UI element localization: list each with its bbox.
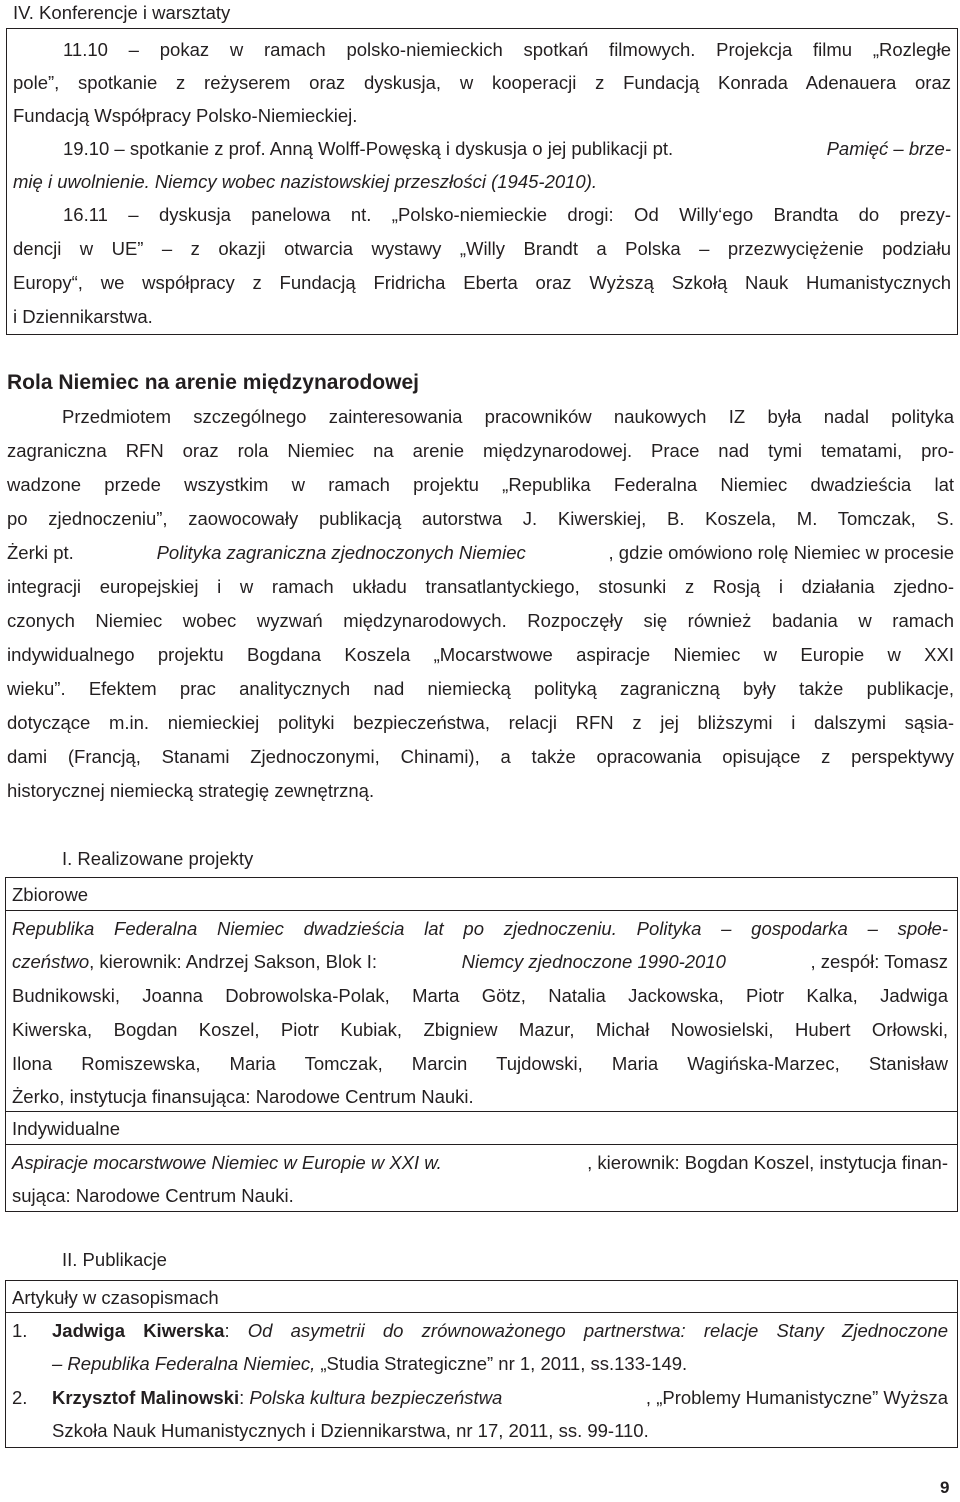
article-book-title: Polityka zagraniczna zjednoczonych Niemiec — [156, 542, 526, 563]
pub-1-line-1: Jadwiga Kiwerska: Od asymetrii do zrównoważonego partnerstwa: relacje Stany Zjednoczone — [52, 1320, 948, 1341]
pub-1-line-2: – Republika Federalna Niemiec, „Studia Strategiczne” nr 1, 2011, ss.133-149. — [52, 1353, 688, 1374]
conf-line-1: 11.10 – pokaz w ramach polsko-niemieckich spotkań filmowych. Projekcja filmu „Rozległe — [63, 39, 951, 60]
article-line-2: zagraniczna RFN oraz rola Niemiec na arenie międzynarodowej. Prace nad tymi tematami, pro- — [7, 440, 954, 461]
pub-1-author: Jadwiga Kiwerska — [52, 1320, 225, 1341]
projects-group2-label: Indywidualne — [12, 1118, 120, 1139]
article-line-11: dami (Francją, Stanami Zjednoczonymi, Chinami), a także opracowania opisujące z perspektywy — [7, 746, 954, 767]
conf-line-8: Europy“, we współpracy z Fundacją Fridricha Eberta oraz Wyższą Szkołą Nauk Humanistycznych — [13, 272, 951, 293]
projects-g1-line-6: Żerko, instytucja finansująca: Narodowe Centrum Nauki. — [12, 1086, 474, 1107]
conf-line-7: dencji w UE” – z okazji otwarcia wystawy „Willy Brandt a Polska – przezwyciężenie podziału — [13, 238, 951, 259]
article-line-3: wadzone przede wszystkim w ramach projektu „Republika Federalna Niemiec dwadzieścia lat — [7, 474, 954, 495]
article-line-5: Żerki pt. Polityka zagraniczna zjednoczonych Niemiec , gdzie omówiono rolę Niemiec w procesie — [7, 542, 954, 563]
article-line-10: dotyczące m.in. niemieckiej polityki bezpieczeństwa, relacji RFN z jej bliższymi i dalszymi sąsia- — [7, 712, 954, 733]
article-line-6: integracji europejskiej i w ramach układu transatlantyckiego, stosunki z Rosją i działania zjedno- — [7, 576, 954, 597]
article-line-7: czonych Niemiec wobec wyzwań międzynarodowych. Rozpoczęły się również badania w ramach — [7, 610, 954, 631]
projects-g2-line-2: sująca: Narodowe Centrum Nauki. — [12, 1185, 294, 1206]
section-title-projects: I. Realizowane projekty — [62, 848, 254, 869]
article-line-1: Przedmiotem szczególnego zainteresowania pracowników naukowych IZ była nadal polityka — [62, 406, 954, 427]
project-individual-title: Aspiracje mocarstwowe Niemiec w Europie w XXI w. — [12, 1152, 442, 1173]
conf-line-6: 16.11 – dyskusja panelowa nt. „Polsko-niemieckie drogi: Od Willy‘ego Brandta do prezy- — [63, 204, 951, 225]
pub-1-num: 1. — [12, 1320, 28, 1341]
projects-g1-line-1: Republika Federalna Niemiec dwadzieścia lat po zjednoczeniu. Polityka – gospodarka – społe- — [12, 918, 948, 939]
conf-line-4-text: 19.10 – spotkanie z prof. Anną Wolff-Powęską i dyskusja o jej publikacji pt. — [63, 138, 674, 159]
pub-2-line-2: Szkoła Nauk Humanistycznych i Dziennikarstwa, nr 17, 2011, ss. 99-110. — [52, 1420, 649, 1441]
projects-g1-line-5: Ilona Romiszewska, Maria Tomczak, Marcin Tujdowski, Maria Wagińska-Marzec, Stanisław — [12, 1053, 948, 1074]
pub-2-author: Krzysztof Malinowski — [52, 1387, 240, 1408]
project-title-end: czeństwo — [12, 951, 90, 972]
pub-2-line-1: Krzysztof Malinowski: Polska kultura bezpieczeństwa , „Problemy Humanistyczne” Wyższa — [52, 1387, 948, 1408]
projects-group1-label: Zbiorowe — [12, 884, 89, 905]
publications-divider — [5, 1312, 958, 1313]
article-line-8: indywidualnego projektu Bogdana Koszela „Mocarstwowe aspiracje Niemiec w Europie w XXI — [7, 644, 954, 665]
project-block-title: Niemcy zjednoczone 1990-2010 — [461, 951, 726, 972]
pub-2-title: Polska kultura bezpieczeństwa — [249, 1387, 503, 1408]
conf-line-2: pole”, spotkanie z reżyserem oraz dyskusja, w kooperacji z Fundacją Konrada Adenauera oraz — [13, 72, 951, 93]
projects-divider-1 — [5, 910, 958, 911]
projects-g2-line-1: Aspiracje mocarstwowe Niemiec w Europie w XXI w. , kierownik: Bogdan Koszel, instytucja finan- — [12, 1152, 948, 1173]
publications-group-label: Artykuły w czasopismach — [12, 1287, 219, 1308]
conf-line-5: mię i uwolnienie. Niemcy wobec nazistowskiej przeszłości (1945-2010). — [13, 171, 598, 192]
conf-line-4-title: Pamięć – brze- — [826, 138, 951, 159]
section-title-publications: II. Publikacje — [62, 1249, 167, 1270]
article-line-9: wieku”. Efektem prac analitycznych nad niemiecką polityką zagraniczną były także publikacje, — [7, 678, 954, 699]
article-line-4: po zjednoczeniu”, zaowocowały publikacją autorstwa J. Kiwerskiej, B. Koszela, M. Tomczak, S. — [7, 508, 954, 529]
pub-1-title: Od asymetrii do zrównoważonego partnerstwa: relacje Stany Zjednoczone — [247, 1320, 948, 1341]
pub-2-num: 2. — [12, 1387, 28, 1408]
page-number: 9 — [940, 1478, 950, 1497]
projects-divider-2 — [5, 1111, 958, 1112]
section-title-conferences: IV. Konferencje i warsztaty — [13, 2, 231, 23]
projects-divider-3 — [5, 1144, 958, 1145]
conf-line-3: Fundacją Współpracy Polsko-Niemieckiej. — [13, 105, 358, 126]
conf-line-9: i Dziennikarstwa. — [13, 306, 153, 327]
article-heading: Rola Niemiec na arenie międzynarodowej — [7, 371, 419, 394]
projects-g1-line-4: Kiwerska, Bogdan Koszel, Piotr Kubiak, Zbigniew Mazur, Michał Nowosielski, Hubert Orłowski, — [12, 1019, 948, 1040]
conf-line-4 — [63, 140, 951, 159]
projects-g1-line-2: czeństwo, kierownik: Andrzej Sakson, Blok I: Niemcy zjednoczone 1990-2010 , zespół: Tomasz — [12, 951, 948, 972]
projects-g1-line-3: Budnikowski, Joanna Dobrowolska-Polak, Marta Götz, Natalia Jackowska, Piotr Kalka, Jadwiga — [12, 985, 948, 1006]
article-line-12: historycznej niemiecką strategię zewnętrzną. — [7, 780, 375, 801]
